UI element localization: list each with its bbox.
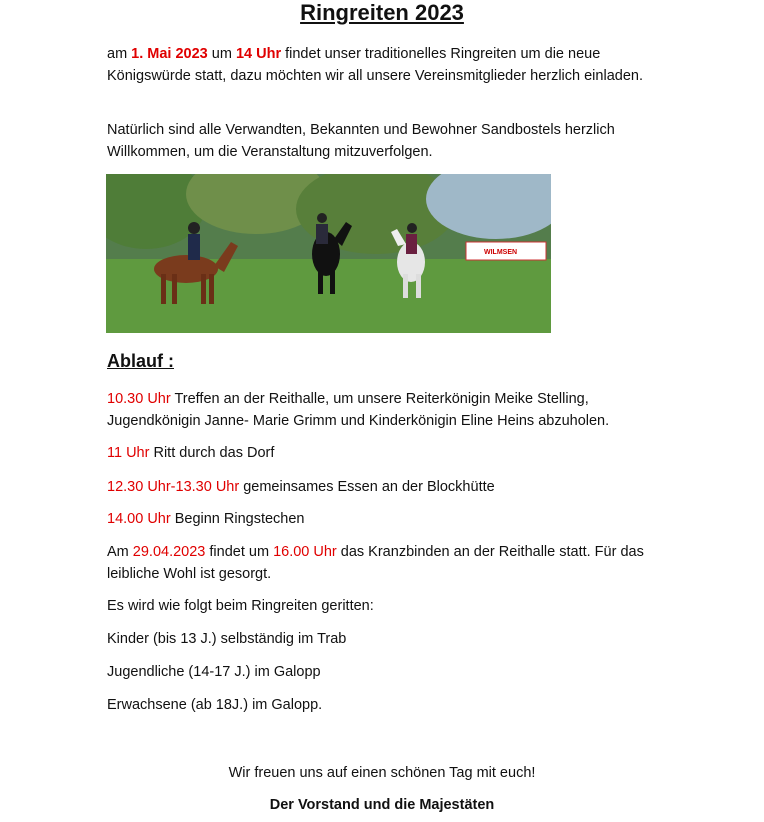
event-date: 1. Mai 2023 [131,46,208,62]
group-item: Erwachsene (ab 18J.) im Galopp. [107,697,323,713]
schedule-time: 10.30 Uhr [107,391,171,407]
closing-line: Wir freuen uns auf einen schönen Tag mit euch! [228,765,536,781]
schedule-heading: Ablauf : [107,351,174,371]
event-time: 14 Uhr [235,46,282,62]
schedule-text: Ritt durch das Dorf [149,445,275,461]
welcome-paragraph: Natürlich sind alle Verwandten, Bekannten und Bewohner Sandbostels herzlich Willkommen, um die Veranstaltung mitzuverfolgen. [107,122,615,160]
schedule-text: gemeinsames Essen an der Blockhütte [239,479,495,495]
group-item: Kinder (bis 13 J.) selbständig im Trab [107,631,347,647]
banner-text: WILMSEN [484,249,518,256]
schedule-time: 12.30 Uhr-13.30 Uhr [107,479,240,495]
riding-intro: Es wird wie folgt beim Ringreiten geritten: [107,598,374,614]
schedule-text: Treffen an der Reithalle, um unsere Reiterkönigin Meike Stelling, Jugendkönigin Janne- Marie Grimm und Kinderkönigin Eline Heins abzuholen. [107,391,610,429]
kranz-time: 16.00 Uhr [273,544,337,560]
group-item: Jugendliche (14-17 J.) im Galopp [107,664,321,680]
schedule-item [107,477,667,499]
schedule-item [107,509,667,531]
intro-text: um [207,46,236,62]
riders-photo-graphic [106,174,551,333]
kranzbinden-paragraph [107,542,667,585]
schedule-text: Beginn Ringstechen [170,511,305,527]
schedule-time: 14.00 Uhr [107,511,171,527]
schedule-item [107,443,667,465]
kranz-date: 29.04.2023 [132,544,206,560]
intro-paragraph [107,44,667,87]
schedule-item [107,389,667,432]
kranz-text: findet um [205,544,274,560]
kranz-text: Am [107,544,133,560]
page-title: Ringreiten 2023 [300,0,464,25]
schedule-time: 11 Uhr [107,445,150,461]
signature: Der Vorstand und die Majestäten [269,797,495,813]
intro-text: findet unser traditionelles Ringreiten um die neue Königswürde statt, dazu möchten wir all unsere Vereinsmitglieder herzlich einladen. [107,46,643,84]
riders-photo [106,174,551,333]
kranz-text: das Kranzbinden an der Reithalle statt. Für das leibliche Wohl ist gesorgt. [107,544,644,582]
intro-text: am [107,46,132,62]
